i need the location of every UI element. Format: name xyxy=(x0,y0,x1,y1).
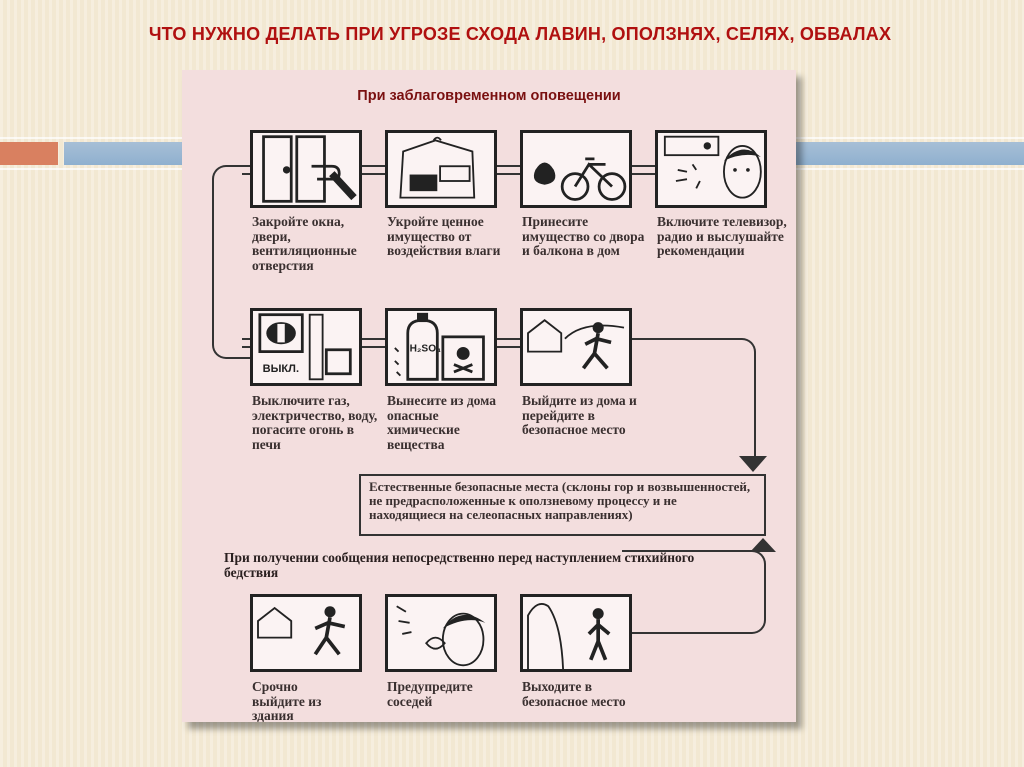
chemical-bottle-icon xyxy=(388,311,494,383)
accent-band xyxy=(0,142,58,165)
window-door-icon xyxy=(253,133,359,205)
connector-left xyxy=(212,165,254,359)
person-leaving-house-icon xyxy=(523,311,629,383)
step-turn-on-tv xyxy=(655,130,767,208)
caption-go-safe-place: Выходите в безопасное место xyxy=(522,679,626,709)
caption-remove-chemicals: Вынесите из дома опасные химические вещества xyxy=(387,393,497,452)
safe-places-box: Естественные безопасные места (склоны гор и возвышенностей, не предрасположенные к оползневому процессу и не находящиеся на селеопасных направлениях) xyxy=(359,474,766,536)
page-subtitle: При заблаговременном оповещении xyxy=(357,88,621,104)
step-close-windows xyxy=(250,130,362,208)
caption-bring-property: Принесите имущество со двора и балкона в дом xyxy=(522,214,645,258)
arrow-up-2 xyxy=(750,538,776,552)
person-running-from-house-icon xyxy=(253,597,359,669)
caption-exit-building: Срочно выйдите из здания xyxy=(252,679,322,722)
section2-title: При получении сообщения непосредственно перед наступлением стихийного бедствия xyxy=(224,550,695,580)
tv-radio-person-icon xyxy=(658,133,764,205)
step-exit-building xyxy=(250,594,362,672)
step-protect-property xyxy=(385,130,497,208)
step-bring-property xyxy=(520,130,632,208)
switch-label: ВЫКЛ. xyxy=(262,362,300,375)
caption-switch-off: Выключите газ, электричество, воду, погасите огонь в печи xyxy=(252,393,378,452)
chemical-label: H₂SO₄ xyxy=(409,343,441,355)
step-remove-chemicals xyxy=(385,308,497,386)
instruction-page xyxy=(182,70,796,722)
person-shouting-icon xyxy=(388,597,494,669)
caption-protect-property: Укройте ценное имущество от воздействия влаги xyxy=(387,214,501,258)
bag-package-icon xyxy=(388,133,494,205)
step-warn-neighbors xyxy=(385,594,497,672)
caption-turn-on-tv: Включите телевизор, радио и выслушайте рекомендации xyxy=(657,214,787,258)
caption-close-windows: Закройте окна, двери, вентиляционные отверстия xyxy=(252,214,357,273)
switch-off-icon xyxy=(253,311,359,383)
step-go-safe-place xyxy=(520,594,632,672)
person-on-hill-icon xyxy=(523,597,629,669)
step-leave-house xyxy=(520,308,632,386)
step-switch-off xyxy=(250,308,362,386)
arrow-down-1 xyxy=(739,456,767,472)
slide-title: ЧТО НУЖНО ДЕЛАТЬ ПРИ УГРОЗЕ СХОДА ЛАВИН, ОПОЛЗНЯХ, СЕЛЯХ, ОБВАЛАХ xyxy=(148,24,892,44)
caption-warn-neighbors: Предупредите соседей xyxy=(387,679,473,709)
bicycle-bag-icon xyxy=(523,133,629,205)
caption-leave-house: Выйдите из дома и перейдите в безопасное место xyxy=(522,393,637,437)
